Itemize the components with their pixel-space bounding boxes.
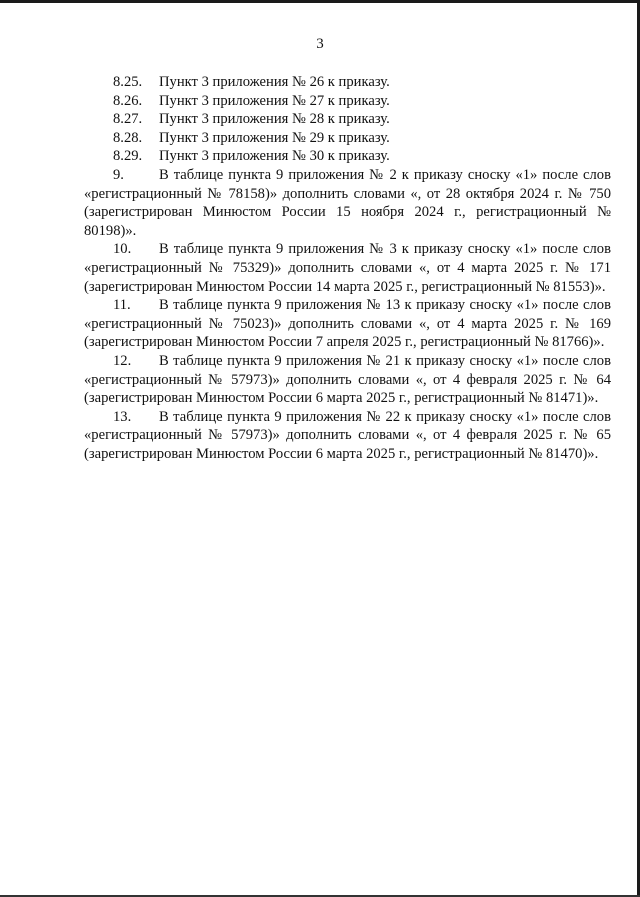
list-item: [84, 92, 611, 111]
list-item: [84, 110, 611, 129]
item-text: Пункт 3 приложения № 30 к приказу.: [159, 148, 390, 165]
list-item: [84, 147, 611, 166]
list-item: [84, 129, 611, 148]
item-number: 13.: [113, 408, 132, 425]
paragraph-item: [84, 166, 611, 240]
item-text: В таблице пункта 9 приложения № 13 к приказу сноску «1» после слов «регистрационный № 75023)» дополнить словами «, от 4 марта 2025 г. № 169 (зарегистрирован Минюстом России 7 апреля 2025 г., регистрационный № 81766)».: [84, 297, 611, 351]
scan-edge-top: [0, 0, 640, 3]
item-number: 12.: [113, 352, 132, 369]
document-body: [84, 73, 611, 463]
item-number: 10.: [113, 241, 132, 258]
item-number: 9.: [113, 166, 124, 183]
item-number: 11.: [113, 297, 131, 314]
paragraph-item: [84, 408, 611, 464]
item-text: В таблице пункта 9 приложения № 2 к приказу сноску «1» после слов «регистрационный № 78158)» дополнить словами «, от 28 октября 2024 г. № 750 (зарегистрирован Минюстом России 15 ноября 2024 г., регистрационный № 80198)».: [84, 166, 611, 239]
paragraph-item: [84, 240, 611, 296]
item-text: Пункт 3 приложения № 27 к приказу.: [159, 92, 390, 109]
item-number: 8.27.: [113, 111, 143, 128]
item-number: 8.28.: [113, 129, 143, 146]
item-number: 8.26.: [113, 92, 143, 109]
list-item: [84, 73, 611, 92]
item-text: Пункт 3 приложения № 28 к приказу.: [159, 111, 390, 128]
item-number: 8.29.: [113, 148, 143, 165]
paragraph-item: [84, 296, 611, 352]
item-text: В таблице пункта 9 приложения № 22 к приказу сноску «1» после слов «регистрационный № 57973)» дополнить словами «, от 4 февраля 2025 г. № 65 (зарегистрирован Минюстом России 6 марта 2025 г., регистрационный № 81470)».: [84, 408, 611, 462]
page-number: 3: [316, 36, 324, 52]
item-text: В таблице пункта 9 приложения № 21 к приказу сноску «1» после слов «регистрационный № 57973)» дополнить словами «, от 4 февраля 2025 г. № 64 (зарегистрирован Минюстом России 6 марта 2025 г., регистрационный № 81471)».: [84, 352, 611, 407]
item-text: Пункт 3 приложения № 29 к приказу.: [159, 129, 390, 146]
item-number: 8.25.: [113, 74, 143, 90]
paragraph-item: [84, 352, 611, 408]
item-text: В таблице пункта 9 приложения № 3 к приказу сноску «1» после слов «регистрационный № 75329)» дополнить словами «, от 4 марта 2025 г. № 171 (зарегистрирован Минюстом России 14 марта 2025 г., регистрационный № 81553)».: [84, 241, 611, 295]
item-text: Пункт 3 приложения № 26 к приказу.: [159, 74, 390, 90]
